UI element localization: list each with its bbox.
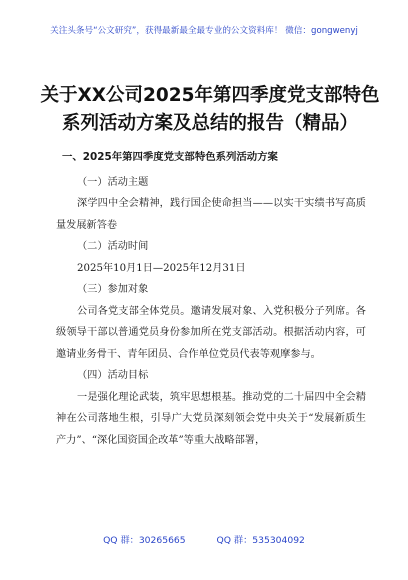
subsection-heading: （二）活动时间 bbox=[77, 241, 149, 252]
subsection-heading: （一）活动主题 bbox=[77, 176, 149, 188]
paragraph: 一是强化理论武装，筑牢思想根基。推动党的二十届四中全会精神在公司落地生根，引导广大党员深刻领会党中央关于“发展新质生产力”、“深化国资国企改革”等重大战略部署， bbox=[56, 391, 366, 446]
document-body bbox=[56, 147, 366, 451]
paragraph: 深学四中全会精神，践行国企使命担当——以实干实绩书写高质量发展新答卷 bbox=[56, 198, 366, 231]
header-banner: 关注头条号“公文研究”，获得最新最全最专业的公文资料库！ 微信：gongwenyj bbox=[50, 26, 358, 36]
paragraph: 公司各党支部全体党员。邀请发展对象、入党积极分子列席。各级领导干部以普通党员身份参加所在党支部活动。根据活动内容，可邀请业务骨干、青年团员、合作单位党员代表等观摩参与。 bbox=[56, 305, 366, 360]
subsection-heading: （三）参加对象 bbox=[77, 284, 149, 295]
qq-group-2: QQ 群：535304092 bbox=[216, 535, 305, 546]
footer-contact bbox=[0, 532, 408, 546]
section-heading: 一、2025年第四季度党支部特色系列活动方案 bbox=[62, 151, 278, 163]
document-title: 关于XX公司2025年第四季度党支部特色系列活动方案及总结的报告（精品） bbox=[40, 85, 380, 134]
qq-group-1: QQ 群：30265665 bbox=[103, 535, 186, 546]
subsection-heading: （四）活动目标 bbox=[77, 370, 149, 381]
paragraph: 2025年10月1日—2025年12月31日 bbox=[77, 262, 246, 274]
